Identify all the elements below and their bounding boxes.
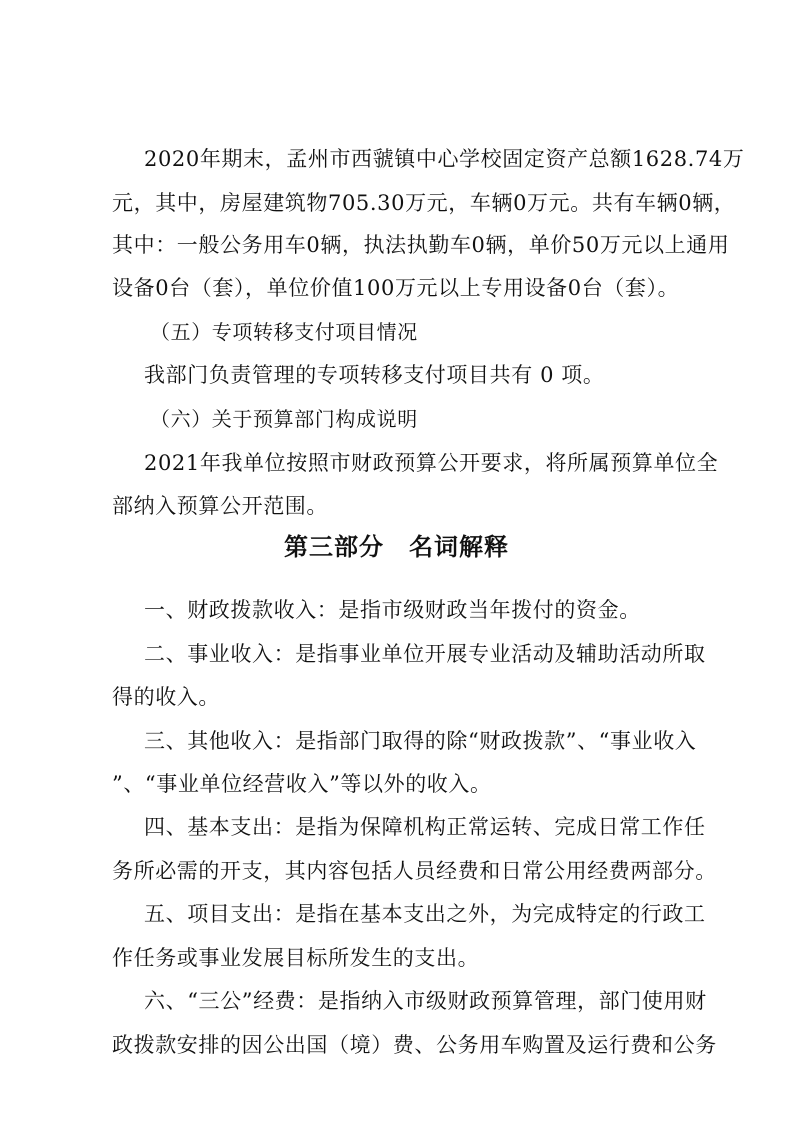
section-5-text: 我部门负责管理的专项转移支付项目共有 0 项。 — [144, 363, 605, 387]
section-6-text-line-2: 部纳入预算公开范围。 — [112, 494, 328, 518]
term-4-line-2: 务所必需的开支，其内容包括人员经费和日常公用经费两部分。 — [112, 859, 717, 883]
section-5-title: （五）专项转移支付项目情况 — [150, 320, 418, 344]
term-2-line-2: 得的收入。 — [112, 685, 220, 709]
assets-paragraph-line-4: 设备0台（套），单位价值100万元以上专用设备0台（套）。 — [112, 276, 680, 300]
assets-paragraph-line-1: 2020年期末，孟州市西虢镇中心学校固定资产总额1628.74万 — [144, 147, 745, 171]
term-1-line-1: 一、财政拨款收入：是指市级财政当年拨付的资金。 — [144, 598, 641, 622]
term-2-line-1: 二、事业收入：是指事业单位开展专业活动及辅助活动所取 — [144, 642, 706, 666]
term-6-line-2: 政拨款安排的因公出国（境）费、公务用车购置及运行费和公务 — [112, 1033, 717, 1057]
assets-paragraph-line-3: 其中：一般公务用车0辆，执法执勤车0辆，单价50万元以上通用 — [112, 233, 730, 257]
term-5-line-1: 五、项目支出：是指在基本支出之外，为完成特定的行政工 — [144, 902, 706, 926]
assets-paragraph-line-2: 元，其中，房屋建筑物705.30万元，车辆0万元。共有车辆0辆， — [112, 191, 736, 215]
part-3-heading: 第三部分 名词解释 — [284, 533, 509, 561]
term-4-line-1: 四、基本支出：是指为保障机构正常运转、完成日常工作任 — [144, 815, 706, 839]
term-5-line-2: 作任务或事业发展目标所发生的支出。 — [112, 946, 480, 970]
term-3-line-1: 三、其他收入：是指部门取得的除“财政拨款”、“事业收入 — [144, 729, 697, 753]
term-3-line-2: ”、“事业单位经营收入”等以外的收入。 — [112, 772, 492, 796]
section-6-title: （六）关于预算部门构成说明 — [150, 407, 418, 431]
term-6-line-1: 六、“三公”经费：是指纳入市级财政预算管理，部门使用财 — [144, 989, 707, 1013]
section-6-text-line-1: 2021年我单位按照市财政预算公开要求，将所属预算单位全 — [144, 451, 719, 475]
